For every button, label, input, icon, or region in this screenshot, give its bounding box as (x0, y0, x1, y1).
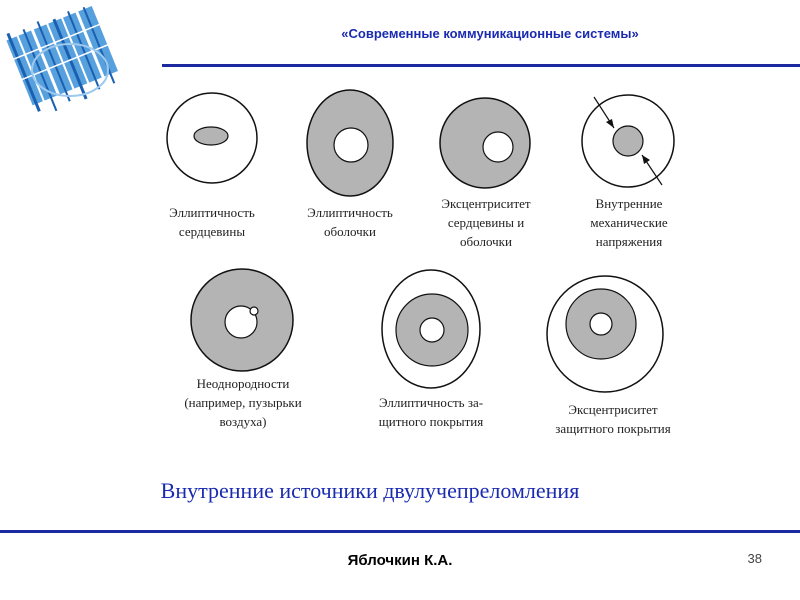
figure-label-line: сердцевины (178, 224, 246, 239)
slide-caption: Внутренние источники двулучепреломления (160, 478, 580, 503)
figure-label-line: Неоднородности (196, 376, 290, 391)
figure-label-line: Эллиптичность (307, 205, 393, 220)
figure-inhomogeneities (184, 269, 301, 429)
figure-label-line: механические (590, 215, 668, 230)
air-bubble (250, 307, 258, 315)
fiber-core (334, 128, 368, 162)
figure-label-line: оболочки (460, 234, 512, 249)
figure-core-cladding-eccentricity (440, 98, 531, 249)
figure-coating-ellipticity (379, 270, 484, 429)
fiber-core (613, 126, 643, 156)
author-name: Яблочкин К.А. (347, 552, 453, 569)
fiber-core (194, 127, 228, 145)
figure-cladding-ellipticity (307, 90, 393, 239)
figure-label-line: воздуха) (219, 414, 267, 429)
fiber-core (590, 313, 612, 335)
figure-core-ellipticity (167, 93, 257, 239)
fiber-core (420, 318, 444, 342)
footer-rule (0, 530, 800, 533)
figure-label-line: сердцевины и (447, 215, 525, 230)
figure-label-line: Эллиптичность за- (378, 395, 484, 410)
fiber-core (483, 132, 513, 162)
figure-label-line: щитного покрытия (378, 414, 484, 429)
figure-label-line: напряжения (595, 234, 663, 249)
figure-label-line: защитного покрытия (555, 421, 671, 436)
page-number: 38 (747, 551, 762, 566)
figure-label-line: Эксцентриситет (568, 402, 658, 417)
figure-coating-eccentricity (547, 276, 671, 436)
figure-label-line: оболочки (324, 224, 376, 239)
figure-label-line: (например, пузырьки (184, 395, 302, 410)
figure-mechanical-stress (582, 95, 674, 249)
figure-label-line: Внутренние (595, 196, 663, 211)
figure-label-line: Эллиптичность (169, 205, 255, 220)
figure-label-line: Эксцентриситет (441, 196, 531, 211)
header-title: «Современные коммуникационные системы» (341, 26, 639, 41)
